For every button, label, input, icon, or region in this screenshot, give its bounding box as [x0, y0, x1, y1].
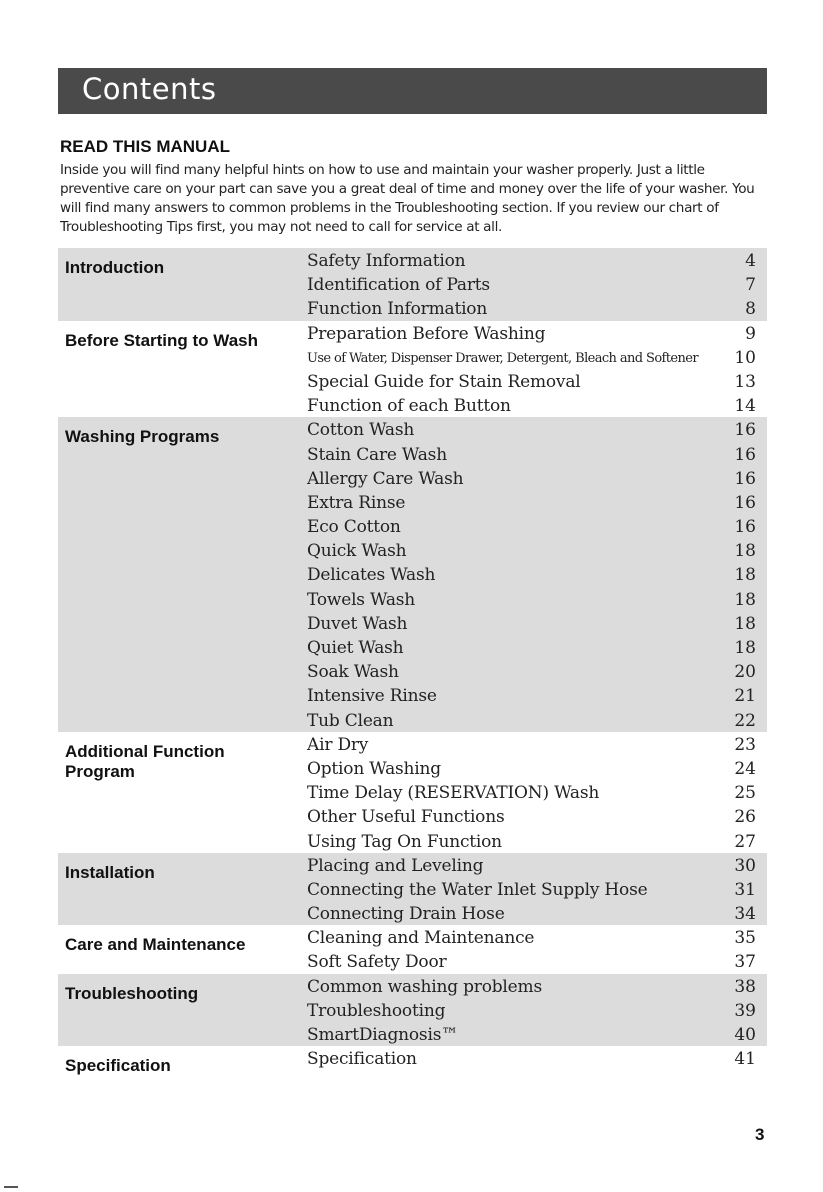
toc-entry-label: Specification — [307, 1049, 417, 1070]
toc-entry — [58, 708, 767, 732]
toc-entry-page: 10 — [734, 347, 756, 368]
toc-entry-page: 20 — [734, 662, 756, 683]
toc-entry-page: 25 — [734, 783, 756, 804]
toc-entry-list — [58, 321, 767, 418]
toc-entry-label: Tub Clean — [307, 710, 394, 731]
toc-entry-page: 16 — [734, 444, 756, 465]
toc-entry — [58, 925, 767, 949]
toc-section-title: Washing Programs — [65, 427, 220, 447]
toc-section-title: Additional Function Program — [65, 741, 225, 781]
toc-entry-list — [58, 248, 767, 321]
toc-entry-page: 7 — [745, 275, 756, 296]
toc-entry — [58, 1022, 767, 1046]
toc-entry-page: 26 — [734, 807, 756, 828]
toc-entry-page: 37 — [734, 952, 756, 973]
toc-entry — [58, 272, 767, 296]
toc-entry-label: Connecting the Water Inlet Supply Hose — [307, 879, 648, 900]
toc-entry — [58, 659, 767, 683]
toc-entry — [58, 635, 767, 659]
toc-entry — [58, 514, 767, 538]
toc-entry-label: Troubleshooting — [307, 1000, 446, 1021]
toc-entry — [58, 949, 767, 973]
toc-entry-label: Use of Water, Dispenser Drawer, Detergent, Bleach and Softener — [307, 350, 698, 366]
toc-entry-page: 34 — [734, 904, 756, 925]
toc-entry-label: Special Guide for Stain Removal — [307, 371, 581, 392]
toc-entry — [58, 538, 767, 562]
toc-entry — [58, 417, 767, 441]
toc-entry-label: Delicates Wash — [307, 565, 436, 586]
toc-entry-label: Safety Information — [307, 251, 466, 271]
toc-entry-label: Allergy Care Wash — [307, 468, 464, 489]
toc-entry — [58, 562, 767, 586]
toc-entry-page: 18 — [734, 613, 756, 634]
toc-entry — [58, 393, 767, 417]
toc-entry — [58, 1046, 767, 1070]
toc-entry-label: Air Dry — [307, 734, 369, 755]
toc-entry-label: Function of each Button — [307, 396, 511, 417]
toc-entry-label: Cotton Wash — [307, 420, 415, 441]
toc-entry-page: 41 — [734, 1049, 756, 1070]
toc-entry — [58, 901, 767, 925]
toc-section-title: Care and Maintenance — [65, 935, 246, 955]
toc-entry — [58, 442, 767, 466]
toc-entry-label: Extra Rinse — [307, 492, 406, 513]
toc-entry-list — [58, 732, 767, 853]
toc-entry-list — [58, 417, 767, 731]
toc-entry — [58, 248, 767, 272]
corner-mark — [4, 1186, 18, 1188]
toc-entry-label: Common washing problems — [307, 976, 542, 997]
toc-entry — [58, 321, 767, 345]
toc-entry-page: 9 — [745, 323, 756, 344]
toc-section — [58, 974, 767, 1047]
toc-entry — [58, 804, 767, 828]
toc-entry — [58, 853, 767, 877]
toc-entry-page: 8 — [745, 299, 756, 320]
toc-entry-page: 30 — [734, 855, 756, 876]
toc-entry-label: Option Washing — [307, 758, 441, 779]
toc-section — [58, 732, 767, 853]
toc-entry-page: 4 — [745, 251, 756, 271]
contents-banner — [58, 68, 767, 114]
toc-section-title: Troubleshooting — [65, 983, 199, 1003]
toc-entry-label: Other Useful Functions — [307, 807, 505, 828]
toc-entry-label: Quick Wash — [307, 541, 407, 562]
toc-entry — [58, 611, 767, 635]
toc-entry — [58, 587, 767, 611]
toc-entry — [58, 466, 767, 490]
toc-entry-label: Function Information — [307, 299, 488, 320]
toc-entry-page: 40 — [734, 1025, 756, 1045]
table-of-contents — [58, 248, 767, 1076]
toc-entry-page: 22 — [734, 710, 756, 731]
toc-section-title: Before Starting to Wash — [65, 330, 258, 350]
toc-entry-page: 24 — [734, 758, 756, 779]
toc-entry-label: Towels Wash — [307, 589, 416, 610]
toc-entry-page: 18 — [734, 541, 756, 562]
toc-entry — [58, 369, 767, 393]
toc-section — [58, 925, 767, 973]
toc-entry-page: 23 — [734, 734, 756, 755]
toc-entry-page: 18 — [734, 565, 756, 586]
toc-entry-label: Cleaning and Maintenance — [307, 928, 535, 949]
toc-entry-list — [58, 1046, 767, 1070]
toc-section-title: Specification — [65, 1056, 171, 1076]
toc-entry-list — [58, 974, 767, 1047]
toc-entry-page: 35 — [734, 928, 756, 949]
toc-entry — [58, 829, 767, 853]
toc-entry-label: Identification of Parts — [307, 275, 490, 296]
toc-entry — [58, 296, 767, 320]
toc-entry-page: 38 — [734, 976, 756, 997]
toc-entry-label: Connecting Drain Hose — [307, 904, 505, 925]
toc-entry-page: 31 — [734, 879, 756, 900]
toc-entry — [58, 756, 767, 780]
toc-entry-label: Soak Wash — [307, 662, 399, 683]
toc-section-title: Introduction — [65, 258, 165, 277]
toc-entry-label: Eco Cotton — [307, 517, 401, 538]
toc-entry-page: 16 — [734, 517, 756, 538]
toc-entry — [58, 780, 767, 804]
read-manual-paragraph: Inside you will find many helpful hints on how to use and maintain your washer properly. Just a little preventive care on your part can save you a great deal of time and money over the life of your washer. You will find many answers to common problems in the Troubleshooting section. If you review our chart of Troubleshooting Tips first, you may not need to call for service at all. — [60, 162, 755, 235]
toc-entry-page: 16 — [734, 420, 756, 441]
toc-entry-page: 18 — [734, 589, 756, 610]
toc-entry-list — [58, 925, 767, 973]
toc-entry-list — [58, 853, 767, 926]
toc-entry — [58, 998, 767, 1022]
page-number: 3 — [755, 1125, 765, 1144]
toc-entry-label: Preparation Before Washing — [307, 323, 546, 344]
toc-entry-page: 14 — [734, 396, 756, 417]
toc-section — [58, 1046, 767, 1076]
toc-entry-label: Soft Safety Door — [307, 952, 447, 973]
toc-section — [58, 321, 767, 418]
toc-section — [58, 853, 767, 926]
toc-entry-label: Stain Care Wash — [307, 444, 447, 465]
toc-entry-label: SmartDiagnosis™ — [307, 1025, 459, 1045]
toc-entry-page: 16 — [734, 468, 756, 489]
toc-entry-label: Placing and Leveling — [307, 855, 484, 876]
toc-entry-page: 16 — [734, 492, 756, 513]
toc-entry — [58, 732, 767, 756]
toc-entry — [58, 490, 767, 514]
toc-entry-page: 13 — [734, 371, 756, 392]
toc-entry-label: Intensive Rinse — [307, 686, 437, 707]
toc-section-title: Installation — [65, 862, 155, 882]
toc-entry-label: Duvet Wash — [307, 613, 408, 634]
toc-section — [58, 417, 767, 731]
toc-entry-page: 39 — [734, 1000, 756, 1021]
toc-entry-page: 27 — [734, 831, 756, 852]
toc-entry-label: Time Delay (RESERVATION) Wash — [307, 783, 600, 804]
toc-section — [58, 248, 767, 321]
toc-entry — [58, 683, 767, 707]
toc-entry-label: Quiet Wash — [307, 638, 404, 658]
page-title: Contents — [82, 72, 217, 106]
toc-entry — [58, 877, 767, 901]
toc-entry-label: Using Tag On Function — [307, 831, 502, 852]
toc-entry-page: 21 — [734, 686, 756, 707]
read-manual-heading: READ THIS MANUAL — [60, 137, 230, 156]
toc-entry — [58, 974, 767, 998]
toc-entry-page: 18 — [734, 638, 756, 658]
toc-entry — [58, 345, 767, 369]
